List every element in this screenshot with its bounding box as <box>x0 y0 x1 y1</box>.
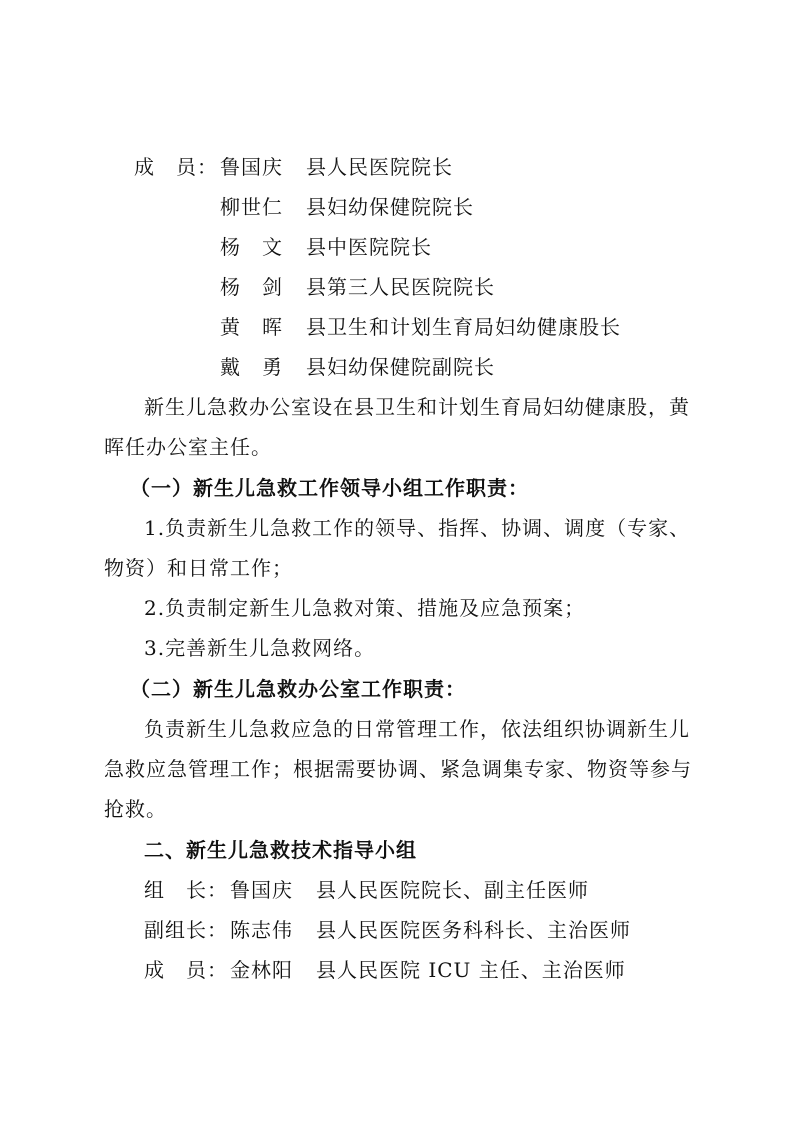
group-role: 组 长： <box>144 878 228 902</box>
member-title: 县妇幼保健院院长 <box>306 195 474 219</box>
section-heading: （一）新生儿急救工作领导小组工作职责： <box>130 476 529 500</box>
duty-item: 1.负责新生儿急救工作的领导、指挥、协调、调度（专家、 <box>144 516 691 540</box>
office-note-line: 新生儿急救办公室设在县卫生和计划生育局妇幼健康股，黄 <box>144 395 690 419</box>
member-name: 鲁国庆 <box>220 155 283 179</box>
member-title: 县第三人民医院院长 <box>306 275 495 299</box>
group-role: 副组长： <box>144 918 228 942</box>
duty-item: 2.负责制定新生儿急救对策、措施及应急预案； <box>144 596 586 620</box>
group-name: 金林阳 <box>230 958 293 982</box>
paragraph-line: 抢救。 <box>104 797 167 821</box>
member-title: 县中医院院长 <box>306 235 432 259</box>
member-name: 杨 剑 <box>220 275 283 299</box>
member-title: 县卫生和计划生育局妇幼健康股长 <box>306 315 621 339</box>
paragraph-line: 急救应急管理工作；根据需要协调、紧急调集专家、物资等参与 <box>104 757 692 781</box>
member-title: 县人民医院院长 <box>306 155 453 179</box>
duty-item: 3.完善新生儿急救网络。 <box>144 636 376 660</box>
group-title: 县人民医院医务科科长、主治医师 <box>316 918 631 942</box>
member-name: 黄 晖 <box>220 315 283 339</box>
member-name: 戴 勇 <box>220 355 283 379</box>
duty-item-continued: 物资）和日常工作； <box>104 556 293 580</box>
member-name: 柳世仁 <box>220 195 283 219</box>
member-title: 县妇幼保健院副院长 <box>306 355 495 379</box>
group-name: 陈志伟 <box>230 918 293 942</box>
paragraph-line: 负责新生儿急救应急的日常管理工作，依法组织协调新生儿 <box>144 717 690 741</box>
member-name: 杨 文 <box>220 235 283 259</box>
group-title: 县人民医院院长、副主任医师 <box>316 878 589 902</box>
group-role: 成 员： <box>144 958 228 982</box>
group-title: 县人民医院 ICU 主任、主治医师 <box>316 958 626 982</box>
office-note-line: 晖任办公室主任。 <box>104 435 272 459</box>
section-heading: 二、新生儿急救技术指导小组 <box>144 838 417 862</box>
members-label: 成 员： <box>134 155 218 179</box>
group-name: 鲁国庆 <box>230 878 293 902</box>
section-heading: （二）新生儿急救办公室工作职责： <box>130 677 466 701</box>
